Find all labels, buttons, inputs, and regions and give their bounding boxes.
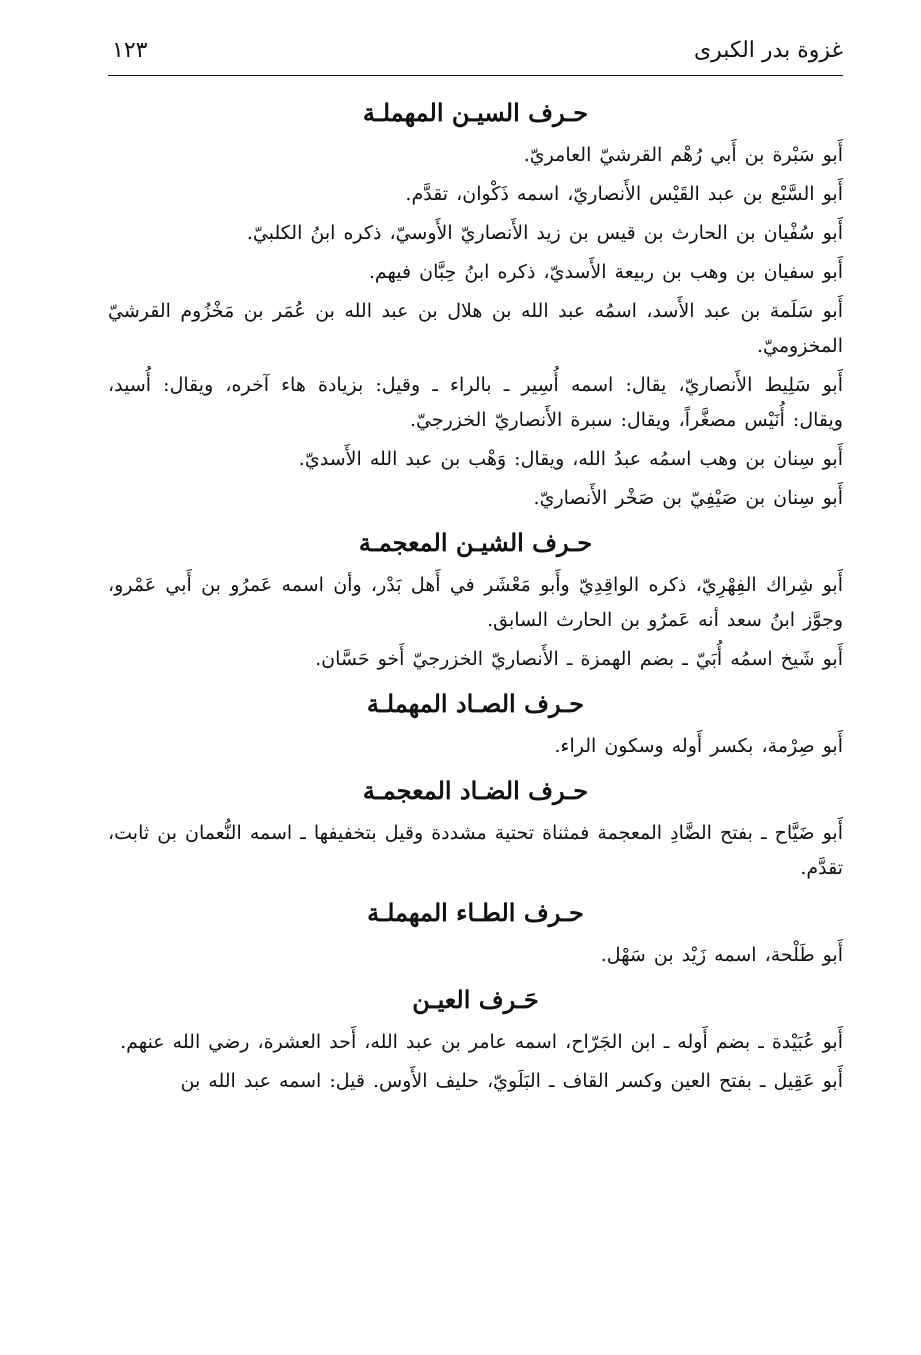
entry: أَبو ضَيَّاح ـ بفتح الضَّادِ المعجمة فمثناة تحتية مشددة وقيل بتخفيفها ـ اسمه النُّعمان بن ثابت، تقدَّم.	[108, 822, 843, 879]
entry: أَبو السَّبْع بن عبد القَيْس الأَنصاريّ، اسمه ذَكْوان، تقدَّم.	[405, 183, 843, 205]
entry: أَبو سَلِيط الأَنصاريّ، يقال: اسمه أُسِير ـ بالراء ـ وقيل: بزيادة هاء آخره، ويقال: أُسيد، ويقال: أُنَيْس مصغَّراً، ويقال: سبرة الأَنصاريّ الخزرجيّ.	[108, 374, 843, 431]
entry: أَبو طَلْحة، اسمه زَيْد بن سَهْل.	[600, 944, 843, 966]
entry: أَبو سِنان بن وهب اسمُه عبدُ الله، ويقال: وَهْب بن عبد الله الأَسديّ.	[298, 448, 843, 470]
running-header	[108, 30, 843, 76]
section-ta	[108, 896, 843, 973]
entry: أَبو سفيان بن وهب بن ربيعة الأَسديّ، ذكره ابنُ حِبَّان فيهم.	[368, 261, 843, 283]
section-ayn	[108, 983, 843, 1099]
entry: أَبو سِنان بن صَيْفِيّ بن صَخْر الأَنصاريّ.	[533, 487, 843, 509]
entry: أَبو عَقِيل ـ بفتح العين وكسر القاف ـ البَلَويّ، حليف الأَوس. قيل: اسمه عبد الله بن	[180, 1070, 843, 1092]
entry: أَبو عُبَيْدة ـ بضم أَوله ـ ابن الجَرّاح، اسمه عامر بن عبد الله، أَحد العشرة، رضي الله عنهم.	[120, 1031, 843, 1053]
section-sad	[108, 687, 843, 764]
entry: أَبو شِراك الفِهْرِيّ، ذكره الواقِدِيّ وأَبو مَعْشَر في أَهل بَدْر، وأن اسمه عَمرُو بن أَبي عَمْرو، وجوَّز ابنُ سعد أنه عَمرُو بن الحارث السابق.	[108, 574, 843, 631]
section-heading: حـرف الضـاد المعجمـة	[362, 776, 589, 805]
entry: أَبو صِرْمة، بكسر أَوله وسكون الراء.	[554, 735, 843, 757]
entry: أَبو سَلَمة بن عبد الأَسد، اسمُه عبد الله بن هلال بن عبد الله بن عُمَر بن مَخْزُوم القرشيّ المخزوميّ.	[108, 300, 843, 357]
section-heading: حـرف الصـاد المهملـة	[366, 689, 585, 718]
header-rule	[108, 75, 843, 76]
running-title: غزوة بدر الكبرى	[693, 38, 843, 63]
section-sin	[108, 96, 843, 516]
section-dad	[108, 774, 843, 886]
section-heading: حـرف الطـاء المهملـة	[367, 898, 584, 927]
section-heading: حـرف السيـن المهملـة	[362, 98, 589, 127]
page-body	[108, 86, 843, 1103]
section-shin	[108, 526, 843, 677]
section-heading: حـرف الشيـن المعجمـة	[358, 528, 593, 557]
entry: أَبو شَيخ اسمُه أُبَيّ ـ بضم الهمزة ـ الأَنصاريّ الخزرجيّ أَخو حَسَّان.	[315, 648, 843, 670]
entry: أَبو سَبْرة بن أَبي رُهْم القرشيّ العامريّ.	[523, 144, 843, 166]
entry: أَبو سُفْيان بن الحارث بن قيس بن زيد الأَنصاريّ الأَوسيّ، ذكره ابنُ الكلبيّ.	[246, 222, 843, 244]
page-number: ١٢٣	[112, 38, 148, 63]
section-heading: حَـرف العيـن	[412, 985, 539, 1014]
